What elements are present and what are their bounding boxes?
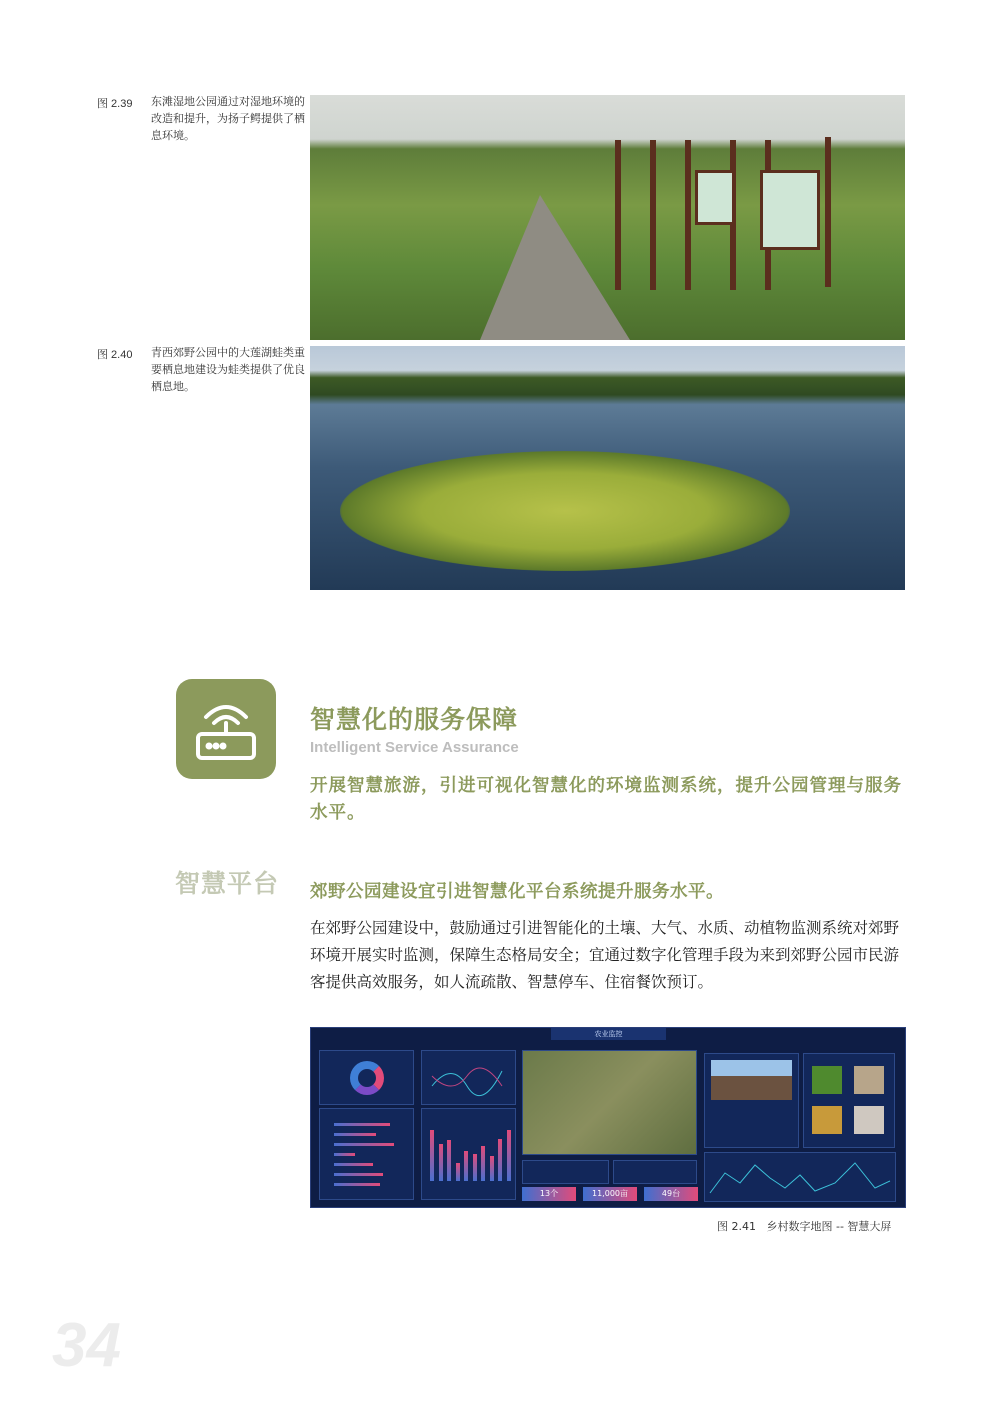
dashboard-bar	[447, 1140, 451, 1181]
page-number: 34	[52, 1311, 121, 1380]
wetland-boardwalk-photo	[310, 95, 905, 340]
section-subtitle: Intelligent Service Assurance	[310, 739, 519, 756]
router-wifi-icon	[176, 679, 276, 779]
subsection-heading: 郊野公园建设宜引进智慧化平台系统提升服务水平。	[310, 882, 724, 902]
dashboard-title: 农业监控	[551, 1028, 666, 1040]
dashboard-hbar	[334, 1173, 383, 1176]
dashboard-bar	[490, 1156, 494, 1181]
stat-area: 11,000亩	[583, 1187, 637, 1201]
figure-caption: 青西郊野公园中的大莲湖蛙类重要栖息地建设为蛙类提供了优良栖息地。	[151, 346, 305, 393]
section-title: 智慧化的服务保障	[310, 705, 519, 734]
dashboard-bar	[430, 1130, 434, 1181]
dashboard-bar	[507, 1130, 511, 1181]
figure-caption: 图 2.41 乡村数字地图 -- 智慧大屏	[717, 1220, 892, 1233]
stat-machines: 49台	[644, 1187, 698, 1201]
dashboard-hbar	[334, 1183, 380, 1186]
dashboard-hbar	[334, 1163, 373, 1166]
figure-caption: 东滩湿地公园通过对湿地环境的改造和提升，为扬子鳄提供了栖息环境。	[151, 95, 305, 142]
dashboard-bar	[481, 1146, 485, 1181]
side-title: 智慧平台	[175, 869, 280, 898]
dashboard-hbar	[334, 1143, 394, 1146]
dashboard-bar	[498, 1139, 502, 1181]
smart-dashboard-screenshot	[310, 1027, 906, 1208]
dashboard-hbar	[334, 1133, 376, 1136]
dashboard-bar	[473, 1154, 477, 1181]
lake-lily-photo	[310, 346, 905, 590]
dashboard-hbar	[334, 1123, 390, 1126]
figure-number: 图 2.39	[97, 98, 133, 110]
dashboard-hbar	[334, 1153, 355, 1156]
dashboard-bar	[439, 1144, 443, 1181]
figure-number: 图 2.40	[97, 349, 133, 361]
dashboard-bar	[464, 1151, 468, 1181]
section-lead: 开展智慧旅游，引进可视化智慧化的环境监测系统，提升公园管理与服务水平。	[310, 776, 902, 823]
stat-count: 13个	[522, 1187, 576, 1201]
dashboard-bar	[456, 1163, 460, 1181]
body-text: 在郊野公园建设中，鼓励通过引进智能化的土壤、大气、水质、动植物监测系统对郊野环境开展实时监测，保障生态格局安全；宜通过数字化管理手段为来到郊野公园市民游客提供高效服务，如人流疏散、智慧停车、住宿餐饮预订。	[310, 919, 900, 991]
